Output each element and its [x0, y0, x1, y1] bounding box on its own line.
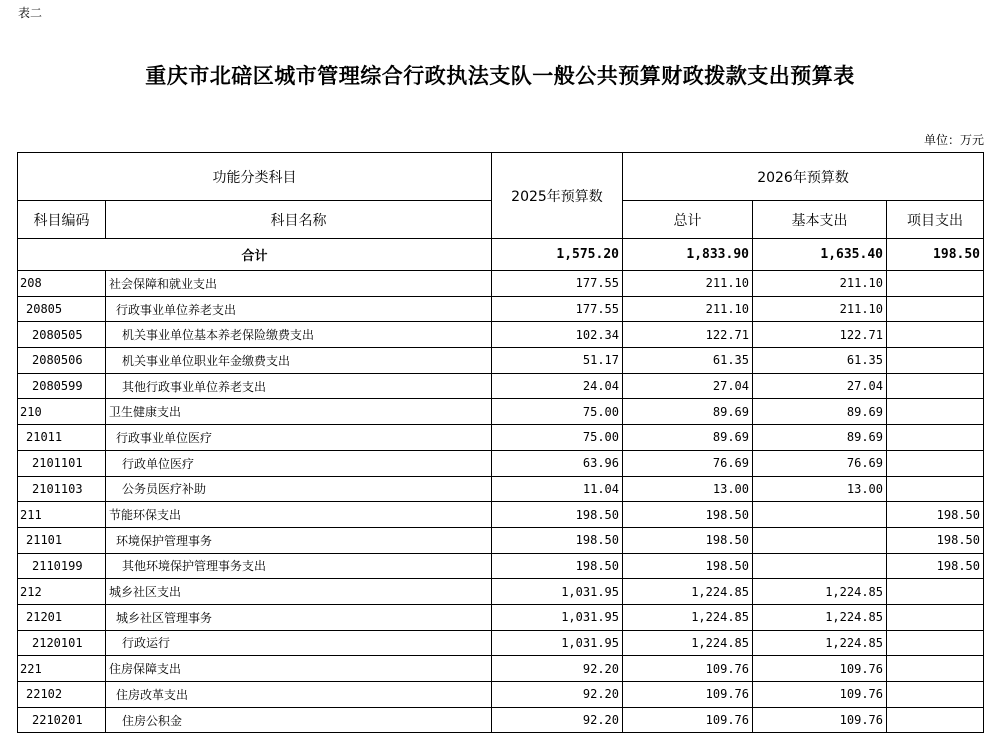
- row-name: 公务员医疗补助: [106, 476, 492, 502]
- row-budget-2025: 75.00: [492, 399, 623, 425]
- budget-table: [17, 152, 984, 733]
- table-body: [18, 239, 984, 733]
- row-2026-total: 198.50: [623, 553, 753, 579]
- row-2026-basic: 1,224.85: [753, 579, 887, 605]
- row-code: 2080506: [18, 348, 106, 374]
- row-name: 卫生健康支出: [106, 399, 492, 425]
- row-name: 环境保护管理事务: [106, 527, 492, 553]
- row-budget-2025: 198.50: [492, 502, 623, 528]
- row-2026-basic: 109.76: [753, 707, 887, 733]
- row-2026-basic: [753, 527, 887, 553]
- row-code: 211: [18, 502, 106, 528]
- table-row: [18, 656, 984, 682]
- table-row: [18, 322, 984, 348]
- row-2026-total: 61.35: [623, 348, 753, 374]
- row-code: 21011: [18, 425, 106, 451]
- row-budget-2025: 92.20: [492, 656, 623, 682]
- table-row: [18, 476, 984, 502]
- row-2026-basic: 61.35: [753, 348, 887, 374]
- row-code: 2210201: [18, 707, 106, 733]
- row-2026-project: [887, 322, 984, 348]
- table-row: [18, 630, 984, 656]
- unit-label: 单位：万元: [923, 133, 984, 147]
- table-row: [18, 682, 984, 708]
- total-2026-total: 1,833.90: [623, 239, 753, 271]
- row-code: 22102: [18, 682, 106, 708]
- row-2026-project: 198.50: [887, 527, 984, 553]
- header-code: 科目编码: [18, 201, 106, 239]
- row-2026-project: [887, 604, 984, 630]
- table-row: [18, 271, 984, 297]
- row-name: 社会保障和就业支出: [106, 271, 492, 297]
- row-budget-2025: 198.50: [492, 527, 623, 553]
- row-name: 城乡社区支出: [106, 579, 492, 605]
- table-row: [18, 579, 984, 605]
- row-2026-basic: 211.10: [753, 271, 887, 297]
- row-name: 其他环境保护管理事务支出: [106, 553, 492, 579]
- table-row: [18, 707, 984, 733]
- row-name: 节能环保支出: [106, 502, 492, 528]
- row-2026-project: [887, 271, 984, 297]
- row-2026-total: 109.76: [623, 707, 753, 733]
- row-2026-project: [887, 630, 984, 656]
- row-code: 221: [18, 656, 106, 682]
- row-name: 住房保障支出: [106, 656, 492, 682]
- row-2026-project: 198.50: [887, 553, 984, 579]
- row-2026-basic: 109.76: [753, 682, 887, 708]
- row-budget-2025: 63.96: [492, 450, 623, 476]
- row-2026-basic: 122.71: [753, 322, 887, 348]
- row-2026-basic: 76.69: [753, 450, 887, 476]
- row-code: 210: [18, 399, 106, 425]
- row-2026-project: [887, 373, 984, 399]
- row-budget-2025: 1,031.95: [492, 579, 623, 605]
- row-2026-total: 211.10: [623, 271, 753, 297]
- table-row: [18, 502, 984, 528]
- row-2026-basic: 1,224.85: [753, 630, 887, 656]
- row-code: 2080505: [18, 322, 106, 348]
- header-budget-2026-group: 2026年预算数: [623, 153, 984, 201]
- row-2026-basic: 27.04: [753, 373, 887, 399]
- header-total: 总计: [623, 201, 753, 239]
- row-2026-total: 27.04: [623, 373, 753, 399]
- page-title: 重庆市北碚区城市管理综合行政执法支队一般公共预算财政拨款支出预算表: [145, 64, 855, 88]
- row-2026-basic: 89.69: [753, 425, 887, 451]
- row-2026-total: 13.00: [623, 476, 753, 502]
- row-2026-project: [887, 296, 984, 322]
- row-2026-project: [887, 425, 984, 451]
- row-2026-basic: 13.00: [753, 476, 887, 502]
- row-2026-project: [887, 656, 984, 682]
- table-row: [18, 373, 984, 399]
- row-budget-2025: 177.55: [492, 296, 623, 322]
- row-name: 机关事业单位职业年金缴费支出: [106, 348, 492, 374]
- total-2025: 1,575.20: [492, 239, 623, 271]
- table-row: [18, 553, 984, 579]
- row-code: 212: [18, 579, 106, 605]
- table-row: [18, 425, 984, 451]
- header-name: 科目名称: [106, 201, 492, 239]
- row-name: 行政单位医疗: [106, 450, 492, 476]
- row-code: 2101103: [18, 476, 106, 502]
- row-budget-2025: 198.50: [492, 553, 623, 579]
- row-2026-total: 1,224.85: [623, 630, 753, 656]
- row-2026-project: [887, 476, 984, 502]
- row-2026-basic: 89.69: [753, 399, 887, 425]
- row-2026-project: [887, 707, 984, 733]
- row-code: 21101: [18, 527, 106, 553]
- row-2026-total: 76.69: [623, 450, 753, 476]
- total-2026-basic: 1,635.40: [753, 239, 887, 271]
- row-2026-total: 1,224.85: [623, 604, 753, 630]
- row-2026-project: [887, 348, 984, 374]
- row-name: 机关事业单位基本养老保险缴费支出: [106, 322, 492, 348]
- row-code: 2080599: [18, 373, 106, 399]
- row-code: 21201: [18, 604, 106, 630]
- row-2026-basic: [753, 502, 887, 528]
- row-2026-project: [887, 399, 984, 425]
- row-budget-2025: 24.04: [492, 373, 623, 399]
- total-label: 合计: [18, 239, 492, 271]
- document-tag: 表二: [18, 6, 43, 20]
- row-budget-2025: 1,031.95: [492, 630, 623, 656]
- row-2026-basic: 109.76: [753, 656, 887, 682]
- row-code: 20805: [18, 296, 106, 322]
- table-row: [18, 296, 984, 322]
- row-2026-project: [887, 579, 984, 605]
- row-2026-total: 89.69: [623, 399, 753, 425]
- table-row: [18, 450, 984, 476]
- row-2026-total: 109.76: [623, 682, 753, 708]
- row-2026-project: 198.50: [887, 502, 984, 528]
- row-budget-2025: 102.34: [492, 322, 623, 348]
- total-2026-project: 198.50: [887, 239, 984, 271]
- row-budget-2025: 11.04: [492, 476, 623, 502]
- header-basic: 基本支出: [753, 201, 887, 239]
- table-row: [18, 348, 984, 374]
- row-name: 行政事业单位养老支出: [106, 296, 492, 322]
- row-name: 城乡社区管理事务: [106, 604, 492, 630]
- row-2026-total: 211.10: [623, 296, 753, 322]
- row-code: 208: [18, 271, 106, 297]
- row-2026-basic: 1,224.85: [753, 604, 887, 630]
- row-budget-2025: 51.17: [492, 348, 623, 374]
- row-budget-2025: 177.55: [492, 271, 623, 297]
- row-2026-total: 198.50: [623, 502, 753, 528]
- table-row: [18, 604, 984, 630]
- row-budget-2025: 92.20: [492, 707, 623, 733]
- table-row: [18, 527, 984, 553]
- row-name: 行政运行: [106, 630, 492, 656]
- row-2026-project: [887, 450, 984, 476]
- row-code: 2101101: [18, 450, 106, 476]
- row-2026-basic: [753, 553, 887, 579]
- row-name: 其他行政事业单位养老支出: [106, 373, 492, 399]
- row-2026-total: 1,224.85: [623, 579, 753, 605]
- row-2026-total: 198.50: [623, 527, 753, 553]
- row-name: 行政事业单位医疗: [106, 425, 492, 451]
- row-code: 2110199: [18, 553, 106, 579]
- row-2026-total: 109.76: [623, 656, 753, 682]
- row-budget-2025: 75.00: [492, 425, 623, 451]
- row-2026-basic: 211.10: [753, 296, 887, 322]
- table-row: [18, 399, 984, 425]
- row-name: 住房改革支出: [106, 682, 492, 708]
- total-row: [18, 239, 984, 271]
- row-name: 住房公积金: [106, 707, 492, 733]
- header-category-group: 功能分类科目: [18, 153, 492, 201]
- row-budget-2025: 92.20: [492, 682, 623, 708]
- header-budget-2025: 2025年预算数: [492, 153, 623, 239]
- row-2026-project: [887, 682, 984, 708]
- header-project: 项目支出: [887, 201, 984, 239]
- row-2026-total: 122.71: [623, 322, 753, 348]
- row-code: 2120101: [18, 630, 106, 656]
- row-budget-2025: 1,031.95: [492, 604, 623, 630]
- row-2026-total: 89.69: [623, 425, 753, 451]
